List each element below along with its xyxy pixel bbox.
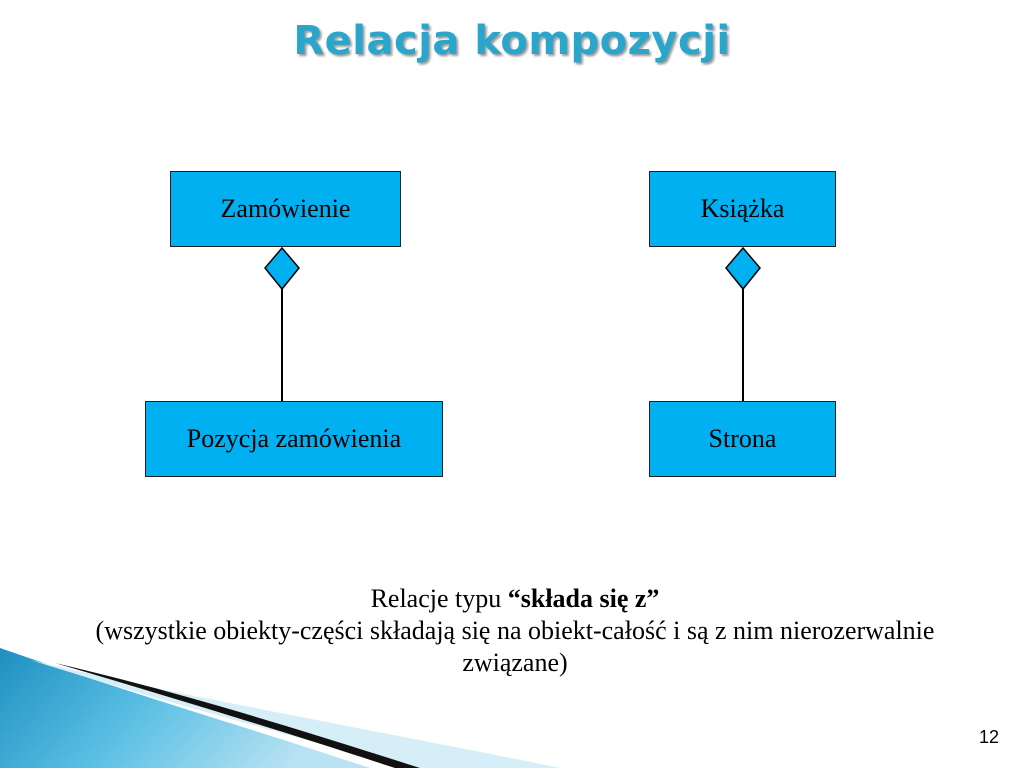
right-composition-diamond <box>726 248 760 289</box>
class-name: Strona <box>708 424 777 453</box>
page-number: 12 <box>978 727 999 747</box>
class-box-ksiazka <box>649 171 836 247</box>
left-composition-diamond <box>265 248 299 289</box>
caption <box>90 583 940 680</box>
class-name: Zamówienie <box>220 194 351 223</box>
class-box-zamowienie <box>170 171 401 247</box>
caption-line-1 <box>90 583 940 615</box>
caption-line-2: (wszystkie obiekty-części składają się na obiekt-całość i są z nim nierozerwalnie związane) <box>95 616 935 678</box>
slide-title: Relacja kompozycji <box>293 18 731 64</box>
caption-prefix: Relacje typu <box>370 584 508 613</box>
class-name: Pozycja zamówienia <box>186 424 402 453</box>
class-box-pozycja-zamowienia <box>145 401 443 477</box>
class-name: Książka <box>700 194 785 223</box>
class-box-strona <box>649 401 836 477</box>
caption-bold-phrase: “składa się z” <box>507 584 660 613</box>
